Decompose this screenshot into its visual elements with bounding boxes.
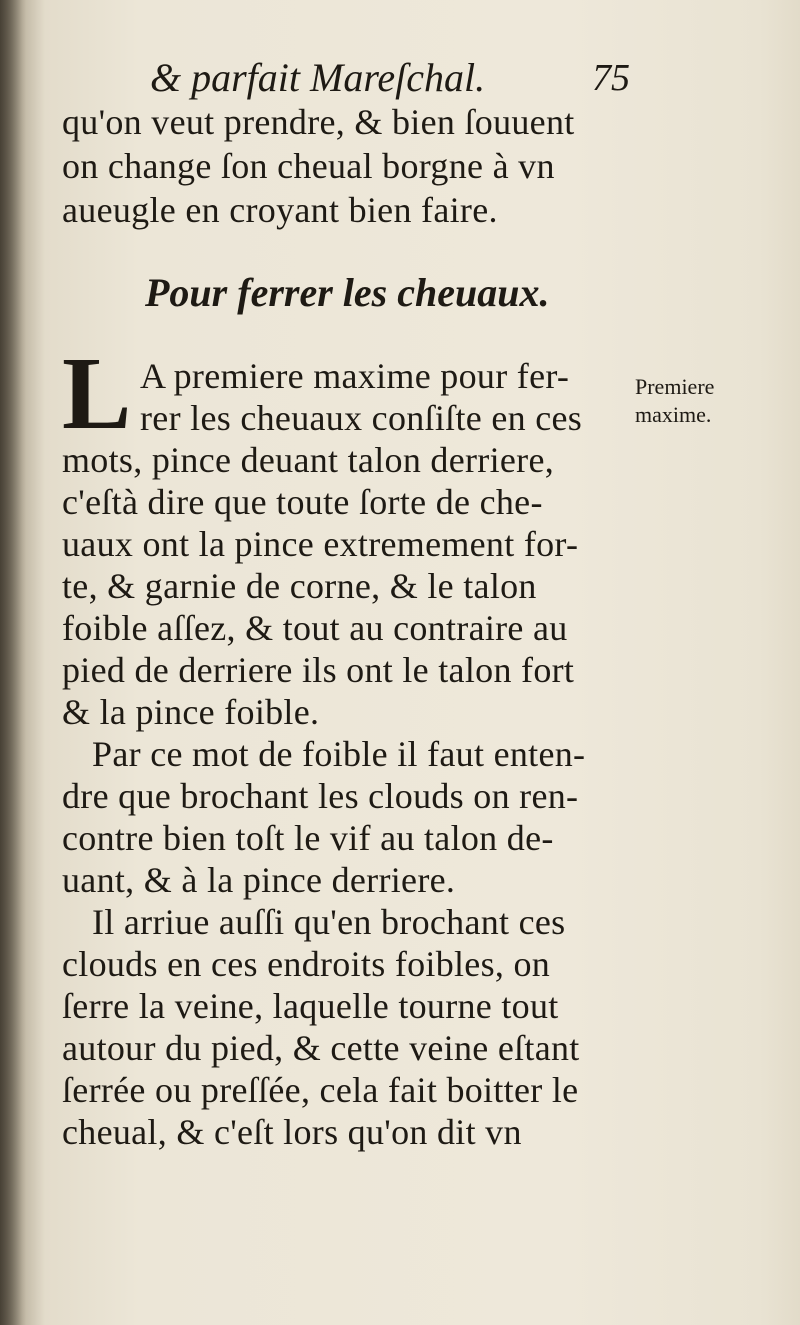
text-line: Par ce mot de foible il faut enten- xyxy=(92,734,586,774)
text-line: foible aſſez, & tout au contraire au xyxy=(62,608,568,648)
text-line: cheual, & c'eſt lors qu'on dit vn xyxy=(62,1112,522,1152)
text-line: mots, pince deuant talon derriere, xyxy=(62,440,555,480)
drop-cap: L xyxy=(62,336,132,451)
binding-shadow xyxy=(0,0,26,1325)
text-line: Il arriue auſſi qu'en brochant ces xyxy=(92,902,566,942)
text-line: ſerrée ou preſſée, cela fait boitter le xyxy=(62,1070,579,1110)
running-header xyxy=(150,54,630,104)
running-title: & parfait Mareſchal. xyxy=(150,55,486,100)
margin-note-line: maxime. xyxy=(635,402,712,427)
text-line: clouds en ces endroits foibles, on xyxy=(62,944,551,984)
text-line: pied de derriere ils ont le talon fort xyxy=(62,650,575,690)
page-number: 75 xyxy=(592,57,630,99)
text-line: on change ſon cheual borgne à vn xyxy=(62,146,555,186)
text-line: rer les cheuaux conſiſte en ces xyxy=(140,398,583,438)
text-line: ſerre la veine, laquelle tourne tout xyxy=(62,986,559,1026)
text-line: uant, & à la pince derriere. xyxy=(62,860,456,900)
section-heading: Pour ferrer les cheuaux. xyxy=(145,270,550,315)
text-line: A premiere maxime pour fer- xyxy=(140,356,570,396)
text-line: c'eſtà dire que toute ſorte de che- xyxy=(62,482,543,522)
text-line: & la pince foible. xyxy=(62,692,320,732)
text-line: dre que brochant les clouds on ren- xyxy=(62,776,579,816)
text-line: uaux ont la pince extremement for- xyxy=(62,524,579,564)
text-line: contre bien toſt le vif au talon de- xyxy=(62,818,554,858)
margin-note-line: Premiere xyxy=(635,374,715,399)
text-line: autour du pied, & cette veine eſtant xyxy=(62,1028,580,1068)
text-line: aueugle en croyant bien faire. xyxy=(62,190,498,230)
text-line: te, & garnie de corne, & le talon xyxy=(62,566,537,606)
text-line: qu'on veut prendre, & bien ſouuent xyxy=(62,102,575,142)
